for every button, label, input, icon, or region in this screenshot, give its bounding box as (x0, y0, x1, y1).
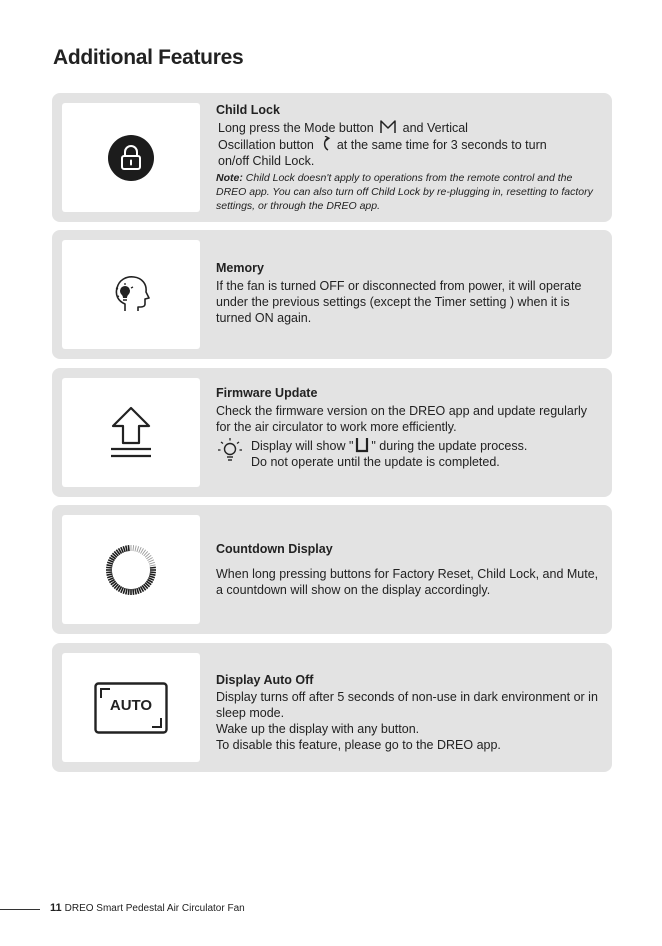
child-lock-line-2b: at the same time for 3 seconds to turn (336, 138, 547, 152)
auto-off-title: Display Auto Off (216, 673, 314, 687)
child-lock-note (216, 171, 602, 213)
countdown-icon-box (62, 515, 200, 624)
firmware-icon-box (62, 378, 200, 487)
memory-card (52, 230, 612, 359)
auto-label: AUTO (109, 696, 153, 714)
page-title: Additional Features (53, 46, 244, 69)
upload-arrow-icon (109, 405, 153, 461)
child-lock-card (52, 93, 612, 222)
countdown-tick (137, 588, 139, 594)
countdown-tick (139, 547, 141, 552)
firmware-text (216, 385, 602, 470)
mode-button-icon (379, 119, 397, 135)
update-display-glyph-icon (355, 437, 369, 453)
memory-icon-box (62, 240, 200, 349)
countdown-tick (126, 588, 127, 594)
head-lightbulb-icon (109, 273, 153, 317)
countdown-tick (150, 571, 156, 572)
countdown-tick (128, 545, 129, 551)
child-lock-line-1a: Long press the Mode button (218, 121, 374, 135)
countdown-tick (149, 575, 155, 577)
footer-rule (0, 909, 40, 910)
countdown-tick (137, 546, 139, 552)
countdown-tick (150, 564, 156, 565)
auto-off-text (216, 672, 602, 753)
display-auto-off-card (52, 643, 612, 772)
countdown-tick (133, 545, 134, 551)
lock-icon (108, 135, 154, 181)
countdown-tick (107, 575, 113, 577)
firmware-tip-text (251, 437, 527, 470)
firmware-title: Firmware Update (216, 386, 318, 400)
child-lock-description (218, 119, 602, 169)
firmware-tip-line-1b: " during the update process. (371, 439, 528, 453)
child-lock-line-1b: and Vertical (402, 121, 468, 135)
countdown-tick (106, 567, 112, 568)
countdown-tick (107, 562, 113, 564)
firmware-update-card (52, 368, 612, 497)
firmware-tip-line-2: Do not operate until the update is completed. (251, 455, 500, 469)
countdown-title: Countdown Display (216, 542, 333, 556)
countdown-tick (148, 559, 153, 561)
countdown-tick (106, 571, 112, 572)
auto-off-line-1: Display turns off after 5 seconds of non-use in dark environment or in sleep mode. (216, 690, 598, 720)
note-text: Child Lock doesn't apply to operations from the remote control and the DREO app. You can also turn off Child Lock by re-plugging in, resetting to factory settings, or through the DREO app. (216, 172, 593, 212)
memory-text (216, 260, 602, 326)
countdown-tick (135, 588, 136, 594)
countdown-tick (150, 567, 156, 568)
memory-description: If the fan is turned OFF or disconnected from power, it will operate under the previous settings (except the Timer setting ) when it is turned ON again. (216, 279, 582, 325)
tip-lightbulb-icon (217, 437, 243, 463)
auto-display-icon (94, 682, 168, 734)
countdown-tick (107, 564, 113, 565)
auto-icon-box (62, 653, 200, 762)
firmware-tip (216, 437, 602, 470)
child-lock-line-3: on/off Child Lock. (218, 154, 315, 168)
memory-title: Memory (216, 261, 264, 275)
countdown-tick (133, 588, 134, 594)
countdown-tick (149, 562, 155, 564)
child-lock-line-2a: Oscillation button (218, 138, 314, 152)
child-lock-text (216, 102, 602, 213)
countdown-tick (128, 588, 129, 594)
countdown-tick (135, 545, 136, 551)
countdown-text (216, 541, 602, 598)
countdown-tick (126, 545, 127, 551)
footer (50, 902, 245, 914)
countdown-display-card (52, 505, 612, 634)
firmware-tip-line-1a: Display will show " (251, 439, 354, 453)
page-number: 11 (50, 902, 62, 914)
countdown-tick (123, 546, 125, 552)
countdown-ring-icon (103, 542, 159, 598)
footer-text: DREO Smart Pedestal Air Circulator Fan (64, 903, 245, 914)
firmware-description: Check the firmware version on the DREO app and update regularly for the air circulator to work more efficiently. (216, 404, 588, 434)
note-label: Note: (216, 172, 243, 184)
oscillation-button-icon (319, 136, 331, 152)
child-lock-title: Child Lock (216, 103, 280, 117)
countdown-tick (150, 573, 156, 574)
countdown-tick (123, 588, 125, 594)
auto-off-line-2: Wake up the display with any button. (216, 722, 420, 736)
countdown-description: When long pressing buttons for Factory Reset, Child Lock, and Mute, a countdown will show on the display accordingly. (216, 567, 599, 597)
auto-off-line-3: To disable this feature, please go to the DREO app. (216, 738, 501, 752)
child-lock-icon-box (62, 103, 200, 212)
countdown-tick (107, 573, 113, 574)
